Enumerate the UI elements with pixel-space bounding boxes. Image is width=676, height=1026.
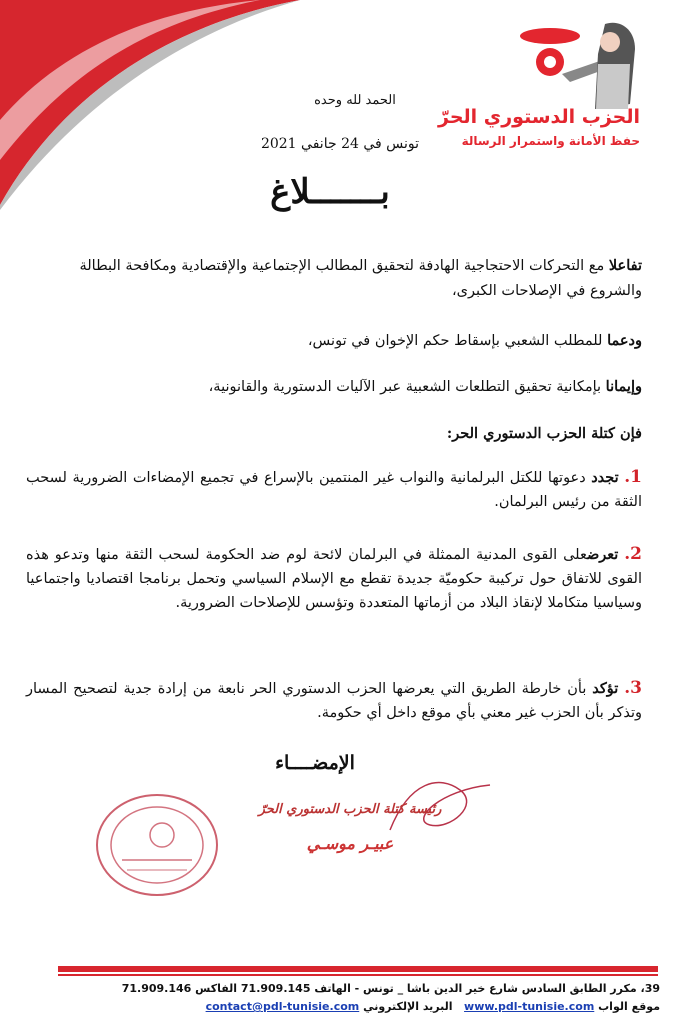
signature-title: الإمضــــاء — [275, 752, 355, 774]
footer-address: 39، مكرر الطابق السادس شارع خير الدين باشا _ تونس - الهاتف 71.909.145 الفاكس 71.909.146 — [121, 982, 660, 995]
item-lead-2: تعرض — [586, 546, 619, 563]
intro-lead-1: تفاعلا — [608, 257, 642, 274]
signatory-role: رئيسة كتلة الحزب الدستوري الحرّ — [258, 802, 442, 817]
list-item-3 — [26, 676, 642, 725]
item-text-3: بأن خارطة الطريق التي يعرضها الحزب الدستوري الحر نابعة من إرادة جدية لتصحيح المسار وتذكر بأن الحزب غير معني بأي موقع داخل أي حكومة. — [26, 681, 642, 721]
document-date: تونس في 24 جانفي 2021 — [260, 136, 420, 152]
logo-emblem — [510, 14, 640, 112]
item-text-1: دعوتها للكتل البرلمانية والنواب غير المنتمين بالإسراع في تجميع الإمضاءات الضرورية لسحب الثقة من رئيس البرلمان. — [26, 470, 642, 510]
party-slogan: حفظ الأمانة واستمرار الرسالة — [461, 134, 640, 148]
website-label: موقع الواب — [598, 1000, 660, 1013]
item-number-2: 2. — [624, 544, 643, 564]
intro-lead-3: وإيمانا — [605, 378, 642, 395]
item-text-2: على القوى المدنية الممثلة في البرلمان لائحة لوم ضد الحكومة لسحب الثقة منها وتدعو هذه القوى للاتفاق حول تركيبة حكوميّة جديدة تقطع مع الإسلام السياسي وتحمل برنامجا اقتصاديا واجتماعيا وسياسيا متكاملا لإنقاذ البلاد من أزماتها المتعددة وتؤسس للإصلاحات الضرورية. — [26, 547, 642, 611]
footer-divider — [58, 966, 658, 972]
document-title: بـــــــلاغ — [270, 172, 390, 212]
intro-text-1: مع التحركات الاحتجاجية الهادفة لتحقيق المطالب الإجتماعية والإقتصادية ومكافحة البطالة والشروع في الإصلاحات الكبرى، — [79, 258, 642, 299]
list-item-2 — [26, 542, 642, 615]
intro-lead-2: ودعما — [607, 332, 642, 349]
item-number-3: 3. — [624, 678, 642, 698]
intro-paragraph-1 — [32, 253, 642, 304]
footer-contacts — [100, 1000, 660, 1013]
item-lead-1: تجدد — [591, 469, 619, 486]
praise-line: الحمد لله وحده — [314, 93, 396, 108]
email-link[interactable]: contact@pdl-tunisie.com — [205, 1000, 360, 1013]
intro-text-3: بإمكانية تحقيق التطلعات الشعبية عبر الآليات الدستورية والقانونية، — [208, 379, 606, 395]
section-heading: فإن كتلة الحزب الدستوري الحر: — [446, 425, 642, 442]
email-label: البريد الإلكتروني — [363, 1000, 453, 1013]
party-logo — [438, 14, 646, 148]
intro-paragraph-3 — [32, 374, 642, 400]
footer-divider-thin — [58, 974, 658, 976]
website-link[interactable]: www.pdl-tunisie.com — [464, 1000, 595, 1013]
intro-paragraph-2 — [32, 328, 642, 354]
signatory-name: عبيـر موسـي — [306, 834, 394, 853]
party-name: الحزب الدستوري الحرّ — [438, 106, 640, 128]
item-lead-3: تؤكد — [592, 680, 619, 697]
list-item-1 — [26, 465, 642, 514]
item-number-1: 1. — [624, 467, 642, 487]
intro-text-2: للمطلب الشعبي بإسقاط حكم الإخوان في تونس، — [307, 333, 608, 349]
party-stamp — [92, 790, 222, 900]
